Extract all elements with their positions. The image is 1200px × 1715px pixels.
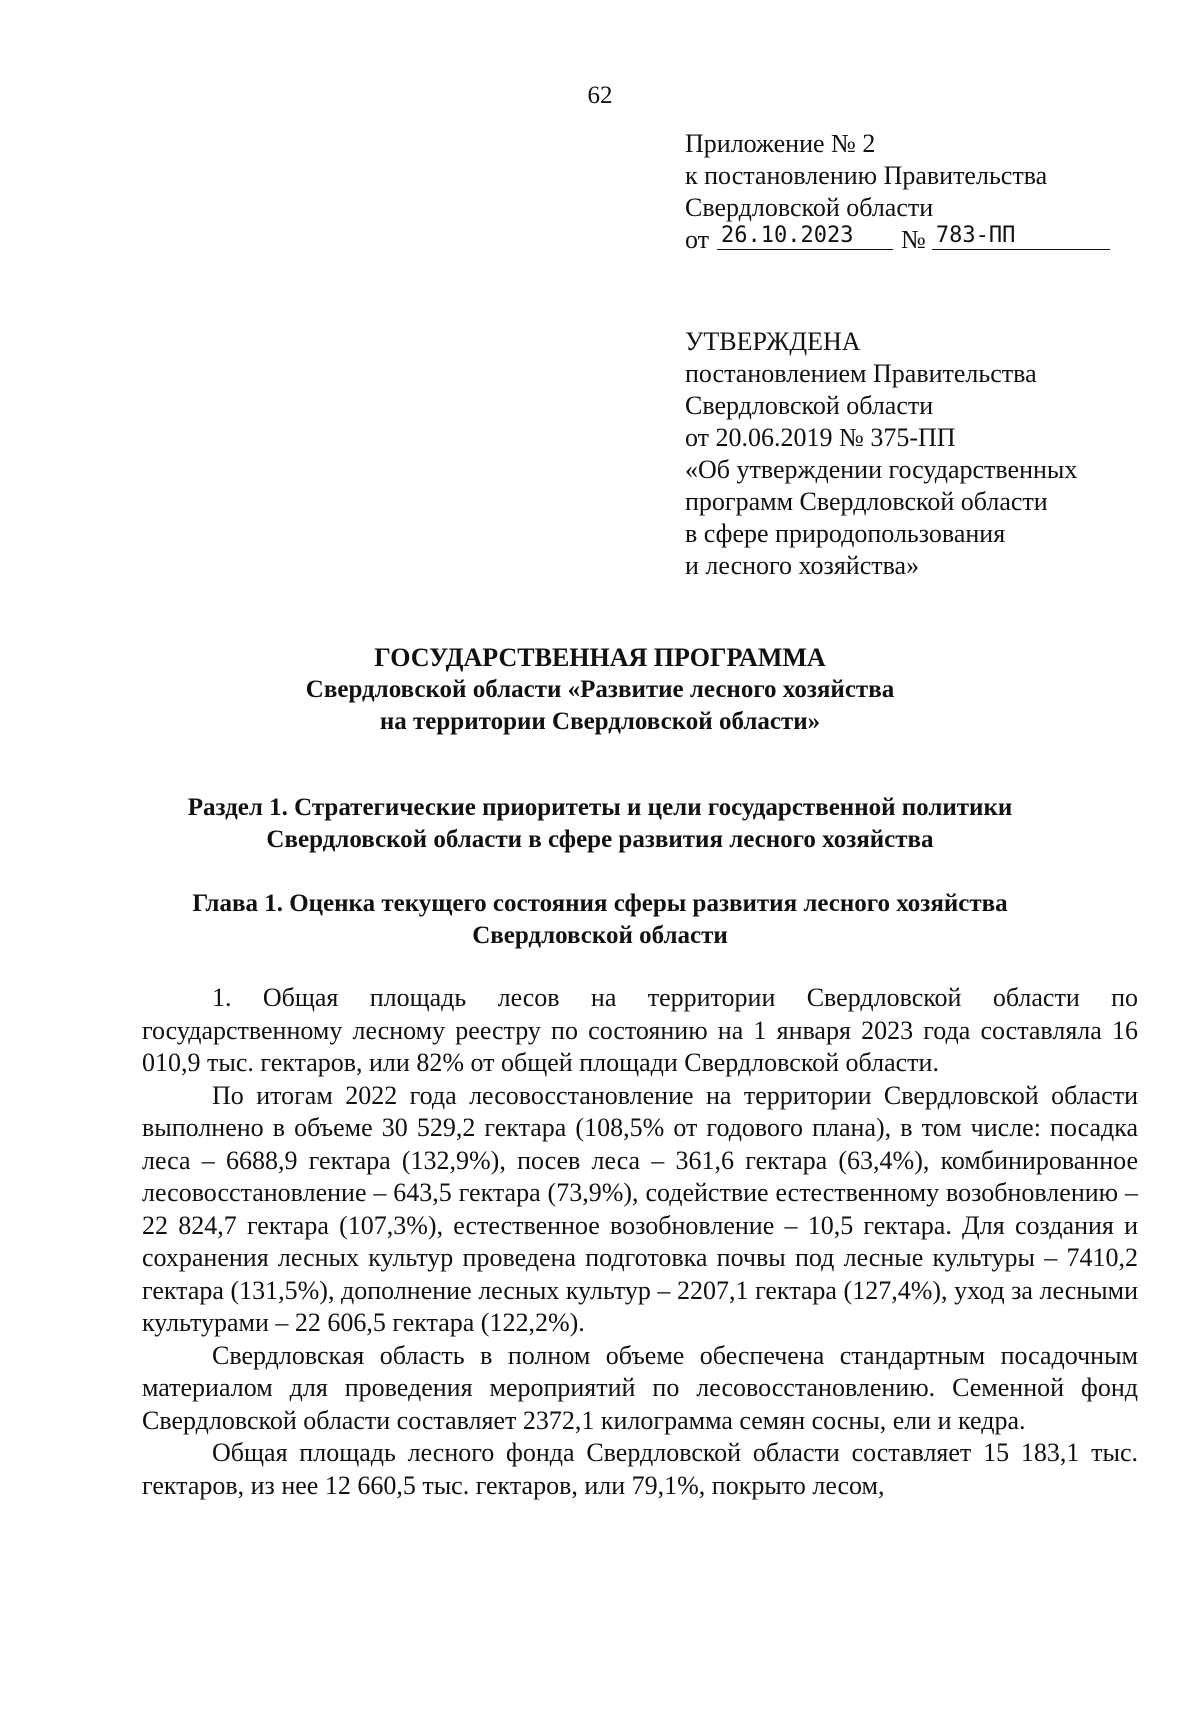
program-title-line-3: на территории Свердловской области»: [379, 708, 821, 735]
page-number: 62: [587, 82, 613, 109]
approved-line: постановлением Правительства: [685, 359, 1037, 388]
approved-line: от 20.06.2019 № 375-ПП: [685, 423, 956, 452]
approved-title: УТВЕРЖДЕНА: [685, 327, 861, 356]
number-prefix: №: [901, 225, 926, 254]
paragraph: 1. Общая площадь лесов на территории Свердловской области по государственному лесному реестру по состоянию на 1 января 2023 года составляла 16 010,9 тыс. гектаров, или 82% от общей площади Свердловской области.: [142, 983, 1138, 1077]
approved-line: программ Свердловской области: [685, 487, 1048, 516]
appendix-line-2: к постановлению Правительства: [685, 161, 1048, 190]
program-title: [0, 642, 1200, 738]
section-heading-line-2: Свердловской области в сфере развития лесного хозяйства: [266, 826, 934, 853]
date-prefix: от: [685, 225, 710, 254]
appendix-line-3: Свердловской области: [685, 193, 934, 222]
chapter-heading-line-1: Глава 1. Оценка текущего состояния сферы развития лесного хозяйства: [192, 890, 1008, 917]
body-text: [142, 982, 1138, 1502]
program-title-line-1: ГОСУДАРСТВЕННАЯ ПРОГРАММА: [374, 643, 826, 672]
decree-date-field: 26.10.2023: [717, 223, 893, 250]
decree-number-field: 783-ПП: [932, 223, 1110, 250]
paragraph: Общая площадь лесного фонда Свердловской области составляет 15 183,1 тыс. гектаров, из нее 12 660,5 тыс. гектаров, или 79,1%, покрыто лесом,: [142, 1438, 1138, 1500]
paragraph: По итогам 2022 года лесовосстановление на территории Свердловской области выполнено в объеме 30 529,2 гектара (108,5% от годового плана), в том числе: посадка леса – 6688,9 гектара (132,9%), посев леса – 361,6 гектара (63,4%), комбинированное лесовосстановление – 643,5 гектара (73,9%), содействие естественному возобновлению – 22 824,7 гектара (107,3%), естественное возобновление – 10,5 гектара. Для создания и сохранения лесных культур проведена подготовка почвы под лесные культуры – 7410,2 гектара (131,5%), дополнение лесных культур – 2207,1 гектара (127,4%), уход за лесными культурами – 22 606,5 гектара (122,2%).: [142, 1080, 1138, 1337]
section-heading: [0, 792, 1200, 856]
appendix-date-row: [685, 224, 1110, 256]
section-heading-line-1: Раздел 1. Стратегические приоритеты и цели государственной политики: [187, 794, 1013, 821]
approved-line: Свердловской области: [685, 391, 934, 420]
approved-line: в сфере природопользования: [685, 519, 1006, 548]
paragraph: Свердловская область в полном объеме обеспечена стандартным посадочным материалом для проведения мероприятий по лесовосстановлению. Семенной фонд Свердловской области составляет 2372,1 килограмма семян сосны, ели и кедра.: [142, 1340, 1138, 1435]
program-title-line-2: Свердловской области «Развитие лесного хозяйства: [305, 676, 895, 703]
approved-line: и лесного хозяйства»: [685, 551, 920, 580]
approved-line: «Об утверждении государственных: [685, 455, 1078, 484]
appendix-title: Приложение № 2: [685, 129, 876, 158]
chapter-heading-line-2: Свердловской области: [472, 922, 728, 949]
appendix-block: [685, 128, 1110, 256]
approved-block: [685, 326, 1077, 582]
chapter-heading: [0, 888, 1200, 952]
